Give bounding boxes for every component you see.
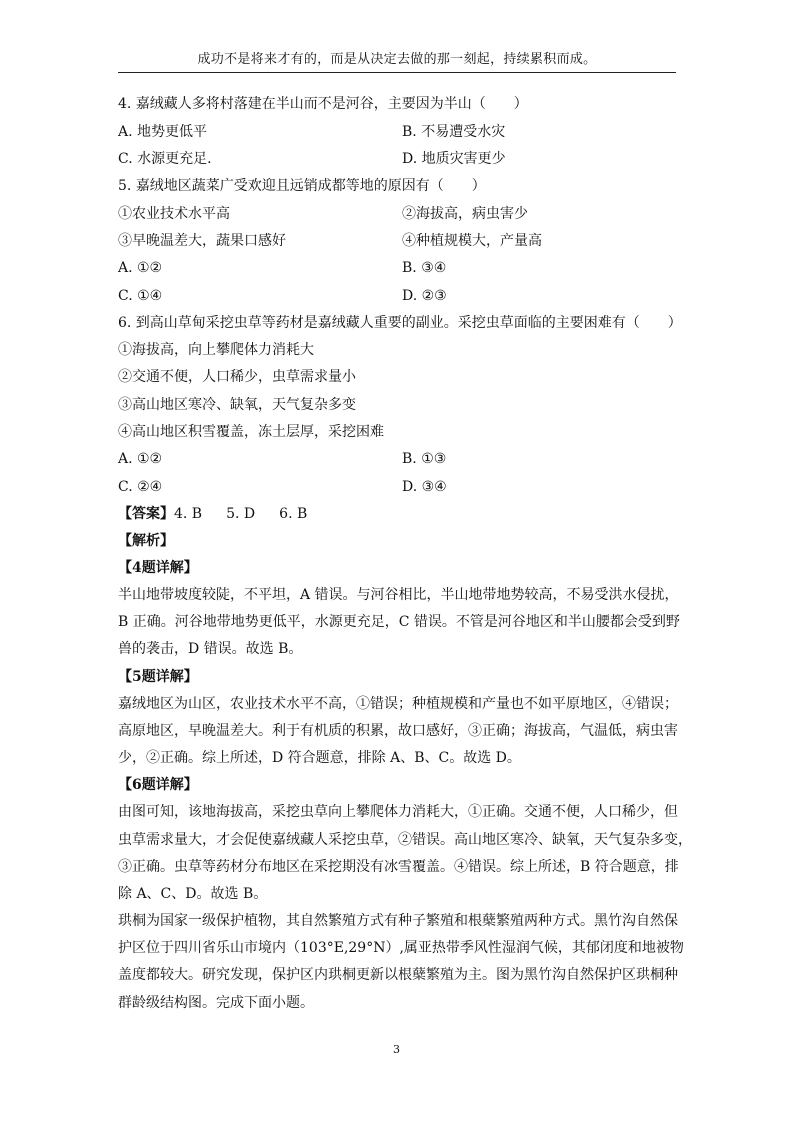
answer-6: 6. B (279, 506, 308, 522)
q5-item-3: ③早晚温差大，蔬果口感好 (118, 233, 286, 249)
q5-item-2: ②海拔高，病虫害少 (402, 206, 528, 222)
detail-6-line-1: 由图可知，该地海拔高，采挖虫草向上攀爬体力消耗大，①正确。交通不便，人口稀少，但 (118, 804, 678, 820)
page-header: 成功不是将来才有的，而是从决定去做的那一刻起，持续累积而成。 (118, 48, 676, 73)
answer-line (118, 505, 307, 523)
q5-option-b: B. ③④ (402, 260, 447, 276)
q6-option-d: D. ③④ (402, 479, 447, 495)
detail-4-line-1: 半山地带坡度较陡，不平坦，A 错误。与河谷相比，半山地带地势较高，不易受洪水侵扰， (118, 587, 679, 603)
detail-5-line-3: 少，②正确。综上所述，D 符合题意，排除 A、B、C。故选 D。 (118, 750, 521, 766)
analysis-label: 【解析】 (118, 533, 174, 549)
detail-6-title: 【6题详解】 (118, 777, 198, 793)
q4-option-b: B. 不易遭受水灾 (402, 124, 506, 140)
page-number: 3 (393, 1043, 400, 1056)
q6-item-1: ①海拔高，向上攀爬体力消耗大 (118, 342, 314, 358)
detail-6-line-2: 虫草需求量大，才会促使嘉绒藏人采挖虫草，②错误。高山地区寒冷、缺氧，天气复杂多变， (118, 832, 692, 848)
q4-option-c: C. 水源更充足. (118, 151, 212, 167)
intro-line-3: 盖度都较大。研究发现，保护区内珙桐更新以根蘖繁殖为主。图为黑竹沟自然保护区珙桐种 (118, 967, 678, 983)
q5-option-a: A. ①② (118, 260, 163, 276)
detail-4-line-3: 兽的袭击，D 错误。故选 B。 (118, 641, 303, 657)
question-5-stem: 5. 嘉绒地区蔬菜广受欢迎且远销成都等地的原因有（ ） (118, 178, 486, 194)
q6-item-2: ②交通不便，人口稀少，虫草需求量小 (118, 369, 356, 385)
question-4-stem: 4. 嘉绒藏人多将村落建在半山而不是河谷，主要因为半山（ ） (118, 96, 528, 112)
q6-option-a: A. ①② (118, 451, 163, 467)
q5-option-d: D. ②③ (402, 288, 447, 304)
answer-5: 5. D (226, 506, 256, 522)
q6-option-b: B. ①③ (402, 451, 447, 467)
detail-4-line-2: B 正确。河谷地带地势更低平，水源更充足，C 错误。不管是河谷地区和半山腰都会受到野 (118, 614, 680, 630)
q5-item-4: ④种植规模大，产量高 (402, 233, 542, 249)
answer-label: 【答案】 (118, 506, 174, 522)
q6-item-4: ④高山地区积雪覆盖，冻土层厚，采挖困难 (118, 424, 384, 440)
detail-4-title: 【4题详解】 (118, 560, 198, 576)
answer-4: 4. B (174, 506, 203, 522)
detail-5-line-2: 高原地区，早晚温差大。利于有机质的积累，故口感好，③正确；海拔高，气温低，病虫害 (118, 723, 678, 739)
intro-line-2: 护区位于四川省乐山市境内（103°E,29°N）,属亚热带季风性湿润气候，其郁闭度和地被物 (118, 940, 684, 956)
intro-line-1: 珙桐为国家一级保护植物，其自然繁殖方式有种子繁殖和根蘖繁殖两种方式。黑竹沟自然保 (118, 913, 678, 929)
q6-option-c: C. ②④ (118, 479, 163, 495)
q5-option-c: C. ①④ (118, 288, 163, 304)
q4-option-a: A. 地势更低平 (118, 124, 208, 140)
detail-5-line-1: 嘉绒地区为山区，农业技术水平不高，①错误；种植规模和产量也不如平原地区，④错误； (118, 696, 678, 712)
detail-6-line-4: 除 A、C、D。故选 B。 (118, 886, 268, 902)
intro-line-4: 群龄级结构图。完成下面小题。 (118, 995, 314, 1011)
detail-6-line-3: ③正确。虫草等药材分布地区在采挖期没有冰雪覆盖。④错误。综上所述，B 符合题意，排 (118, 859, 679, 875)
q5-item-1: ①农业技术水平高 (118, 206, 230, 222)
question-6-stem: 6. 到高山草甸采挖虫草等药材是嘉绒藏人重要的副业。采挖虫草面临的主要困难有（ ） (118, 315, 682, 331)
detail-5-title: 【5题详解】 (118, 669, 198, 685)
q4-option-d: D. 地质灾害更少 (402, 151, 506, 167)
q6-item-3: ③高山地区寒冷、缺氧，天气复杂多变 (118, 397, 356, 413)
